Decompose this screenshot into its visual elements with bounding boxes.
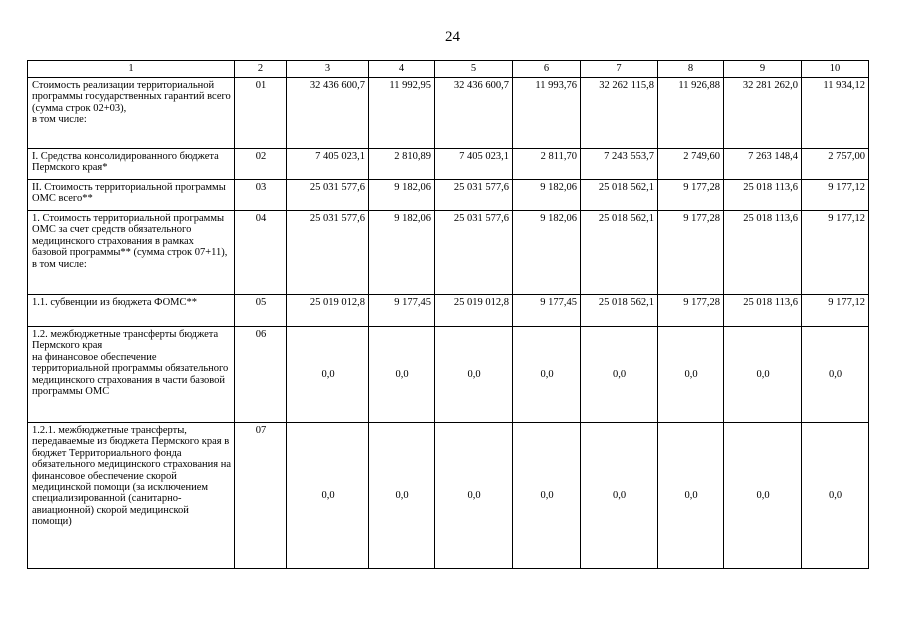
row-label: II. Стоимость территориальной программы ОМС всего** <box>28 180 235 211</box>
table-cell: 0,0 <box>435 423 513 569</box>
table-cell: 9 182,06 <box>513 211 581 295</box>
table-cell: 9 182,06 <box>369 180 435 211</box>
table-cell: 0,0 <box>581 327 658 423</box>
table-cell: 2 811,70 <box>513 149 581 180</box>
table-cell: 25 018 562,1 <box>581 295 658 327</box>
table-cell: 25 019 012,8 <box>287 295 369 327</box>
table-cell: 0,0 <box>658 423 724 569</box>
table-cell: 9 182,06 <box>369 211 435 295</box>
table-cell: 32 262 115,8 <box>581 78 658 149</box>
table-cell: 25 018 113,6 <box>724 211 802 295</box>
table-cell: 25 019 012,8 <box>435 295 513 327</box>
row-label: 1.2. межбюджетные трансферты бюджета Пермского края на финансовое обеспечение территориальной программы обязательного медицинского страхования в части базовой программы ОМС <box>28 327 235 423</box>
table-cell: 0,0 <box>369 423 435 569</box>
column-header: 3 <box>287 61 369 78</box>
table-cell: 7 263 148,4 <box>724 149 802 180</box>
table-cell: 9 177,12 <box>802 295 869 327</box>
row-label: 1.1. субвенции из бюджета ФОМС** <box>28 295 235 327</box>
table-cell: 11 992,95 <box>369 78 435 149</box>
row-code: 02 <box>235 149 287 180</box>
table-cell: 32 436 600,7 <box>435 78 513 149</box>
column-header: 8 <box>658 61 724 78</box>
row-code: 05 <box>235 295 287 327</box>
row-label: 1.2.1. межбюджетные трансферты, передаваемые из бюджета Пермского края в бюджет Территориального фонда обязательного медицинского страхования на финансовое обеспечение скорой медицинской помощи (за исключением специализированной (санитарно-авиационной) скорой медицинской помощи) <box>28 423 235 569</box>
financing-table <box>27 60 869 569</box>
table-cell: 11 934,12 <box>802 78 869 149</box>
table-cell: 2 749,60 <box>658 149 724 180</box>
table-cell: 9 177,28 <box>658 211 724 295</box>
row-code: 06 <box>235 327 287 423</box>
table-cell: 0,0 <box>802 327 869 423</box>
column-header: 2 <box>235 61 287 78</box>
table-row <box>28 149 869 180</box>
row-code: 03 <box>235 180 287 211</box>
table-cell: 11 926,88 <box>658 78 724 149</box>
table-row <box>28 211 869 295</box>
table-cell: 9 177,28 <box>658 295 724 327</box>
table-cell: 25 018 113,6 <box>724 295 802 327</box>
table-cell: 32 436 600,7 <box>287 78 369 149</box>
table-cell: 25 031 577,6 <box>435 211 513 295</box>
table-cell: 7 405 023,1 <box>435 149 513 180</box>
table-cell: 25 018 562,1 <box>581 180 658 211</box>
table-cell: 0,0 <box>513 423 581 569</box>
table-cell: 0,0 <box>802 423 869 569</box>
table-cell: 9 177,12 <box>802 211 869 295</box>
table-cell: 9 182,06 <box>513 180 581 211</box>
table-row <box>28 423 869 569</box>
table-cell: 11 993,76 <box>513 78 581 149</box>
table-row <box>28 78 869 149</box>
table-cell: 9 177,28 <box>658 180 724 211</box>
row-label: Стоимость реализации территориальной программы государственных гарантий всего (сумма строк 02+03), в том числе: <box>28 78 235 149</box>
table-cell: 25 031 577,6 <box>287 211 369 295</box>
row-label: I. Средства консолидированного бюджета Пермского края* <box>28 149 235 180</box>
table-row <box>28 295 869 327</box>
column-header: 10 <box>802 61 869 78</box>
row-code: 04 <box>235 211 287 295</box>
table-cell: 25 031 577,6 <box>287 180 369 211</box>
table-cell: 0,0 <box>724 423 802 569</box>
row-label: 1. Стоимость территориальной программы ОМС за счет средств обязательного медицинского страхования в рамках базовой программы** (сумма строк 07+11), в том числе: <box>28 211 235 295</box>
table-cell: 25 031 577,6 <box>435 180 513 211</box>
table-cell: 0,0 <box>287 327 369 423</box>
table-cell: 9 177,12 <box>802 180 869 211</box>
page-number: 24 <box>445 29 460 45</box>
row-code: 01 <box>235 78 287 149</box>
table-cell: 0,0 <box>724 327 802 423</box>
table-cell: 2 810,89 <box>369 149 435 180</box>
header-row <box>28 61 869 78</box>
table-cell: 0,0 <box>287 423 369 569</box>
table-cell: 9 177,45 <box>513 295 581 327</box>
table-cell: 0,0 <box>581 423 658 569</box>
column-header: 6 <box>513 61 581 78</box>
table-row <box>28 327 869 423</box>
table-cell: 7 243 553,7 <box>581 149 658 180</box>
column-header: 5 <box>435 61 513 78</box>
table-cell: 7 405 023,1 <box>287 149 369 180</box>
table-cell: 0,0 <box>435 327 513 423</box>
table-cell: 9 177,45 <box>369 295 435 327</box>
table-row <box>28 180 869 211</box>
row-code: 07 <box>235 423 287 569</box>
table-cell: 0,0 <box>369 327 435 423</box>
table-cell: 32 281 262,0 <box>724 78 802 149</box>
table-cell: 0,0 <box>658 327 724 423</box>
table-cell: 25 018 113,6 <box>724 180 802 211</box>
column-header: 1 <box>28 61 235 78</box>
column-header: 9 <box>724 61 802 78</box>
column-header: 7 <box>581 61 658 78</box>
table-cell: 25 018 562,1 <box>581 211 658 295</box>
table-cell: 0,0 <box>513 327 581 423</box>
column-header: 4 <box>369 61 435 78</box>
table-cell: 2 757,00 <box>802 149 869 180</box>
